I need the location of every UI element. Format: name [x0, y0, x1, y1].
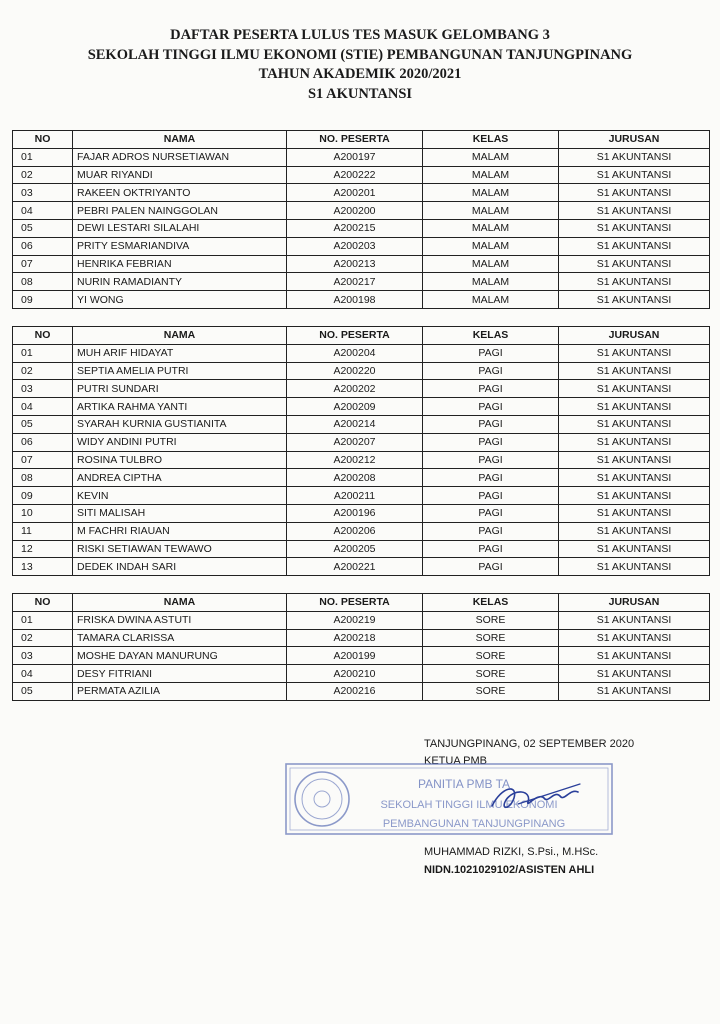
cell-no-peserta: A200207	[287, 433, 423, 451]
column-header-jurusan: JURUSAN	[559, 327, 710, 345]
cell-jurusan: S1 AKUNTANSI	[559, 415, 710, 433]
cell-no-peserta: A200210	[287, 665, 423, 683]
cell-kelas: SORE	[423, 629, 559, 647]
cell-no-peserta: A200215	[287, 219, 423, 237]
cell-nama: PERMATA AZILIA	[73, 682, 287, 700]
title-line-2: SEKOLAH TINGGI ILMU EKONOMI (STIE) PEMBANGUNAN TANJUNGPINANG	[87, 46, 633, 63]
signature-role: KETUA PMB	[424, 755, 487, 767]
table-row	[13, 344, 710, 362]
cell-no: 02	[13, 629, 73, 647]
cell-no-peserta: A200197	[287, 148, 423, 166]
cell-jurusan: S1 AKUNTANSI	[559, 540, 710, 558]
cell-jurusan: S1 AKUNTANSI	[559, 629, 710, 647]
cell-kelas: MALAM	[423, 273, 559, 291]
cell-kelas: PAGI	[423, 540, 559, 558]
column-header-no: NO	[13, 594, 73, 612]
cell-jurusan: S1 AKUNTANSI	[559, 611, 710, 629]
cell-no: 06	[13, 433, 73, 451]
table-row	[13, 184, 710, 202]
cell-jurusan: S1 AKUNTANSI	[559, 380, 710, 398]
cell-jurusan: S1 AKUNTANSI	[559, 148, 710, 166]
cell-no-peserta: A200214	[287, 415, 423, 433]
cell-kelas: SORE	[423, 665, 559, 683]
column-header-no-peserta: NO. PESERTA	[287, 131, 423, 149]
cell-jurusan: S1 AKUNTANSI	[559, 291, 710, 309]
cell-no-peserta: A200208	[287, 469, 423, 487]
cell-jurusan: S1 AKUNTANSI	[559, 433, 710, 451]
cell-no: 01	[13, 344, 73, 362]
cell-no: 07	[13, 255, 73, 273]
cell-no-peserta: A200219	[287, 611, 423, 629]
column-header-nama: NAMA	[73, 327, 287, 345]
table-row	[13, 237, 710, 255]
cell-kelas: PAGI	[423, 344, 559, 362]
table-row	[13, 166, 710, 184]
cell-nama: PUTRI SUNDARI	[73, 380, 287, 398]
cell-no-peserta: A200211	[287, 487, 423, 505]
cell-nama: PRITY ESMARIANDIVA	[73, 237, 287, 255]
cell-nama: SITI MALISAH	[73, 504, 287, 522]
cell-no: 01	[13, 148, 73, 166]
cell-jurusan: S1 AKUNTANSI	[559, 184, 710, 202]
table-row	[13, 522, 710, 540]
title-line-4: S1 AKUNTANSI	[307, 85, 413, 102]
stamp-line-2: SEKOLAH TINGGI ILMU EKONOMI	[380, 799, 558, 811]
cell-no: 05	[13, 682, 73, 700]
cell-no-peserta: A200217	[287, 273, 423, 291]
cell-jurusan: S1 AKUNTANSI	[559, 166, 710, 184]
table-header-row	[13, 131, 710, 149]
cell-nama: WIDY ANDINI PUTRI	[73, 433, 287, 451]
cell-kelas: SORE	[423, 611, 559, 629]
cell-nama: HENRIKA FEBRIAN	[73, 255, 287, 273]
cell-nama: M FACHRI RIAUAN	[73, 522, 287, 540]
cell-no-peserta: A200216	[287, 682, 423, 700]
cell-nama: DEDEK INDAH SARI	[73, 558, 287, 576]
column-header-nama: NAMA	[73, 594, 287, 612]
cell-no: 03	[13, 184, 73, 202]
table-row	[13, 682, 710, 700]
table-row	[13, 629, 710, 647]
cell-jurusan: S1 AKUNTANSI	[559, 344, 710, 362]
cell-kelas: PAGI	[423, 558, 559, 576]
cell-kelas: PAGI	[423, 504, 559, 522]
table-header-row	[13, 327, 710, 345]
table-row	[13, 291, 710, 309]
cell-no-peserta: A200203	[287, 237, 423, 255]
cell-no-peserta: A200204	[287, 344, 423, 362]
cell-no-peserta: A200221	[287, 558, 423, 576]
cell-kelas: PAGI	[423, 469, 559, 487]
cell-jurusan: S1 AKUNTANSI	[559, 451, 710, 469]
cell-no-peserta: A200201	[287, 184, 423, 202]
cell-no: 03	[13, 647, 73, 665]
cell-jurusan: S1 AKUNTANSI	[559, 362, 710, 380]
cell-kelas: PAGI	[423, 362, 559, 380]
cell-no: 06	[13, 237, 73, 255]
table-header-row	[13, 594, 710, 612]
cell-kelas: PAGI	[423, 487, 559, 505]
cell-no: 09	[13, 291, 73, 309]
table-row	[13, 380, 710, 398]
table-row	[13, 487, 710, 505]
title-line-3: TAHUN AKADEMIK 2020/2021	[258, 66, 462, 82]
column-header-no-peserta: NO. PESERTA	[287, 327, 423, 345]
table-row	[13, 202, 710, 220]
cell-no-peserta: A200202	[287, 380, 423, 398]
cell-no: 02	[13, 362, 73, 380]
column-header-jurusan: JURUSAN	[559, 594, 710, 612]
table-row	[13, 504, 710, 522]
cell-kelas: PAGI	[423, 433, 559, 451]
cell-jurusan: S1 AKUNTANSI	[559, 665, 710, 683]
cell-nama: SEPTIA AMELIA PUTRI	[73, 362, 287, 380]
stamp-line-3: PEMBANGUNAN TANJUNGPINANG	[382, 818, 566, 830]
cell-nama: MUH ARIF HIDAYAT	[73, 344, 287, 362]
cell-kelas: PAGI	[423, 522, 559, 540]
cell-no-peserta: A200209	[287, 398, 423, 416]
cell-kelas: SORE	[423, 647, 559, 665]
cell-nama: YI WONG	[73, 291, 287, 309]
cell-nama: ANDREA CIPTHA	[73, 469, 287, 487]
cell-nama: FAJAR ADROS NURSETIAWAN	[73, 148, 287, 166]
table-row	[13, 148, 710, 166]
cell-no-peserta: A200218	[287, 629, 423, 647]
cell-no: 02	[13, 166, 73, 184]
cell-no-peserta: A200213	[287, 255, 423, 273]
table-row	[13, 219, 710, 237]
table-row	[13, 611, 710, 629]
cell-jurusan: S1 AKUNTANSI	[559, 202, 710, 220]
cell-no: 08	[13, 469, 73, 487]
cell-no-peserta: A200200	[287, 202, 423, 220]
cell-no: 09	[13, 487, 73, 505]
cell-kelas: MALAM	[423, 255, 559, 273]
cell-jurusan: S1 AKUNTANSI	[559, 255, 710, 273]
column-header-no: NO	[13, 327, 73, 345]
cell-no: 04	[13, 202, 73, 220]
participants-table-malam	[12, 130, 710, 309]
cell-nama: PEBRI PALEN NAINGGOLAN	[73, 202, 287, 220]
table-row	[13, 647, 710, 665]
cell-nama: KEVIN	[73, 487, 287, 505]
cell-no-peserta: A200220	[287, 362, 423, 380]
cell-nama: DEWI LESTARI SILALAHI	[73, 219, 287, 237]
table-row	[13, 540, 710, 558]
cell-nama: TAMARA CLARISSA	[73, 629, 287, 647]
cell-jurusan: S1 AKUNTANSI	[559, 487, 710, 505]
cell-jurusan: S1 AKUNTANSI	[559, 237, 710, 255]
cell-no: 05	[13, 219, 73, 237]
column-header-kelas: KELAS	[423, 131, 559, 149]
cell-kelas: MALAM	[423, 291, 559, 309]
signatory-name: MUHAMMAD RIZKI, S.Psi., M.HSc.	[424, 846, 599, 858]
cell-no: 11	[13, 522, 73, 540]
table-row	[13, 558, 710, 576]
cell-no: 04	[13, 665, 73, 683]
cell-jurusan: S1 AKUNTANSI	[559, 558, 710, 576]
cell-no-peserta: A200196	[287, 504, 423, 522]
cell-nama: NURIN RAMADIANTY	[73, 273, 287, 291]
cell-no: 01	[13, 611, 73, 629]
table-row	[13, 469, 710, 487]
cell-jurusan: S1 AKUNTANSI	[559, 273, 710, 291]
cell-nama: FRISKA DWINA ASTUTI	[73, 611, 287, 629]
cell-no: 12	[13, 540, 73, 558]
cell-kelas: MALAM	[423, 237, 559, 255]
signature-place-date: TANJUNGPINANG, 02 SEPTEMBER 2020	[424, 738, 635, 750]
cell-nama: RAKEEN OKTRIYANTO	[73, 184, 287, 202]
cell-jurusan: S1 AKUNTANSI	[559, 469, 710, 487]
cell-no: 10	[13, 504, 73, 522]
cell-nama: DESY FITRIANI	[73, 665, 287, 683]
cell-nama: RISKI SETIAWAN TEWAWO	[73, 540, 287, 558]
cell-kelas: MALAM	[423, 184, 559, 202]
cell-nama: MOSHE DAYAN MANURUNG	[73, 647, 287, 665]
table-row	[13, 398, 710, 416]
cell-nama: ARTIKA RAHMA YANTI	[73, 398, 287, 416]
cell-no: 03	[13, 380, 73, 398]
table-row	[13, 273, 710, 291]
cell-no: 13	[13, 558, 73, 576]
cell-jurusan: S1 AKUNTANSI	[559, 398, 710, 416]
table-row	[13, 362, 710, 380]
cell-no: 07	[13, 451, 73, 469]
table-row	[13, 665, 710, 683]
column-header-nama: NAMA	[73, 131, 287, 149]
cell-no-peserta: A200222	[287, 166, 423, 184]
cell-no-peserta: A200198	[287, 291, 423, 309]
cell-jurusan: S1 AKUNTANSI	[559, 682, 710, 700]
cell-kelas: PAGI	[423, 415, 559, 433]
cell-no: 04	[13, 398, 73, 416]
title-line-1: DAFTAR PESERTA LULUS TES MASUK GELOMBANG 3	[170, 27, 550, 43]
cell-no: 08	[13, 273, 73, 291]
table-row	[13, 255, 710, 273]
column-header-kelas: KELAS	[423, 594, 559, 612]
participants-table-pagi	[12, 326, 710, 576]
cell-jurusan: S1 AKUNTANSI	[559, 504, 710, 522]
column-header-no: NO	[13, 131, 73, 149]
cell-nama: SYARAH KURNIA GUSTIANITA	[73, 415, 287, 433]
column-header-kelas: KELAS	[423, 327, 559, 345]
cell-jurusan: S1 AKUNTANSI	[559, 647, 710, 665]
cell-kelas: PAGI	[423, 451, 559, 469]
signatory-nidn: NIDN.1021029102/ASISTEN AHLI	[424, 864, 595, 876]
table-row	[13, 451, 710, 469]
table-row	[13, 415, 710, 433]
cell-kelas: MALAM	[423, 148, 559, 166]
column-header-no-peserta: NO. PESERTA	[287, 594, 423, 612]
document-header	[0, 26, 720, 104]
cell-jurusan: S1 AKUNTANSI	[559, 522, 710, 540]
cell-nama: MUAR RIYANDI	[73, 166, 287, 184]
cell-kelas: SORE	[423, 682, 559, 700]
cell-kelas: MALAM	[423, 166, 559, 184]
cell-jurusan: S1 AKUNTANSI	[559, 219, 710, 237]
table-row	[13, 433, 710, 451]
cell-no-peserta: A200212	[287, 451, 423, 469]
stamp-line-1: PANITIA PMB TA	[417, 777, 511, 791]
cell-kelas: MALAM	[423, 219, 559, 237]
cell-no-peserta: A200206	[287, 522, 423, 540]
cell-no-peserta: A200205	[287, 540, 423, 558]
column-header-jurusan: JURUSAN	[559, 131, 710, 149]
cell-no-peserta: A200199	[287, 647, 423, 665]
handwritten-signature	[488, 776, 588, 818]
cell-kelas: PAGI	[423, 398, 559, 416]
cell-kelas: MALAM	[423, 202, 559, 220]
participants-table-sore	[12, 593, 710, 701]
cell-nama: ROSINA TULBRO	[73, 451, 287, 469]
cell-kelas: PAGI	[423, 380, 559, 398]
cell-no: 05	[13, 415, 73, 433]
